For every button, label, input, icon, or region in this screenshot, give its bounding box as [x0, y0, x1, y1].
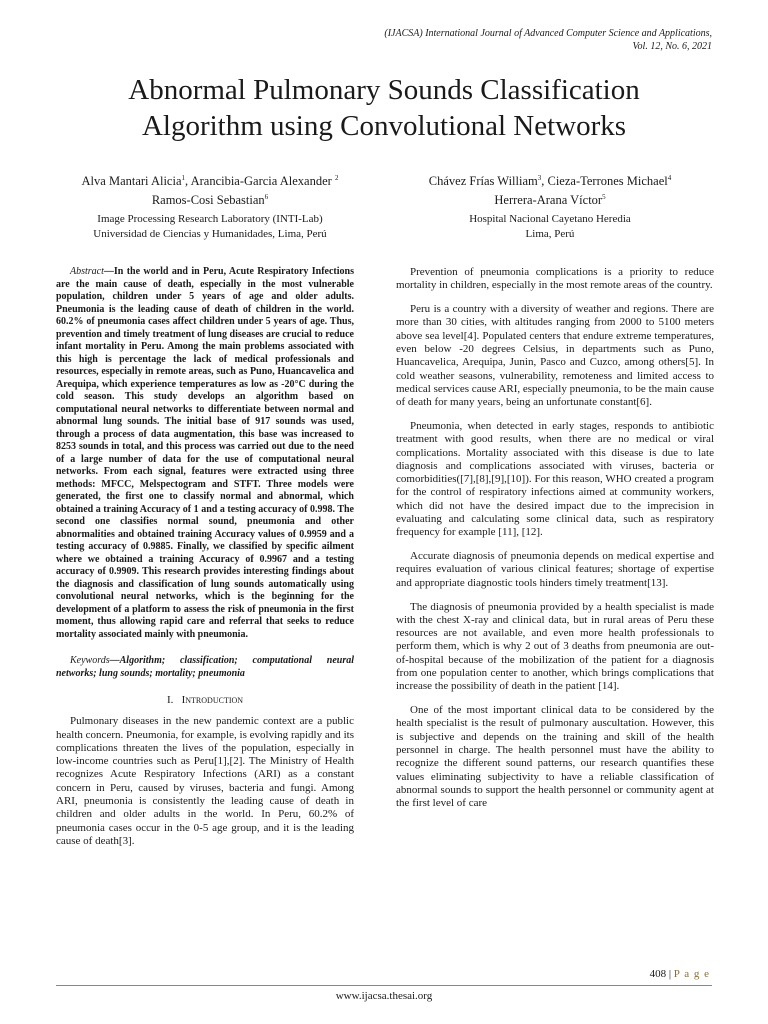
affiliation-line: Hospital Nacional Cayetano Heredia: [469, 213, 631, 226]
footer-divider: [56, 985, 712, 986]
affiliation-line: Universidad de Ciencias y Humanidades, Lima, Perú: [93, 228, 327, 241]
author-name: Alva Mantari Alicia: [81, 174, 182, 189]
abstract-label: Abstract: [70, 266, 104, 277]
author-name: Herrera-Arana Víctor: [494, 193, 603, 208]
footer-url[interactable]: www.ijacsa.thesai.org: [335, 990, 433, 1002]
author-name: , Cieza-Terrones Michael: [541, 174, 668, 189]
author-block-right: [400, 170, 700, 242]
paragraph: One of the most important clinical data to be considered by the health specialist is the result of pulmonary auscultation. However, this is subjective and depends on the training and skill of the health personnel in charge. The health personnel must have the ability to recognize the different sound patterns, our research quantifies these values eliminating subjectivity to have a reliable classification of abnormal sounds to support the health personnel or community agent at the first level of care: [396, 704, 714, 810]
journal-volume: Vol. 12, No. 6, 2021: [632, 41, 712, 52]
paragraph: Pneumonia, when detected in early stages, responds to antibiotic treatment with good results, when there are no medical or viral complications. Mortality associated with this disease is due to late diagnosis and complications associated with viruses, bacteria or comorbidities([7],[8],[9],[10]). For this reason, WHO created a program for the control of respiratory infections aimed at community workers, which did not have the desired impact due to the imprecision in evaluating and calculating some clinical data, such as respiratory frequency for example [11], [12].: [396, 419, 714, 539]
affiliation-right: [400, 212, 700, 242]
left-column: [56, 266, 354, 858]
abstract: [56, 266, 354, 641]
author-names-left: [60, 170, 360, 208]
paragraph: Accurate diagnosis of pneumonia depends on medical expertise and requires evaluation of various clinical features; shortage of expertise and appropriate diagnostic tools hinders timely treatment[13].: [396, 550, 714, 589]
author-name: Chávez Frías William: [428, 174, 538, 189]
author-block-left: [60, 170, 360, 242]
author-name: , Arancibia-Garcia Alexander: [185, 174, 332, 189]
author-sup: 5: [602, 193, 606, 202]
affiliation-line: Image Processing Research Laboratory (INTI-Lab): [97, 213, 323, 226]
keywords-label: Keywords: [70, 655, 110, 666]
author-names-right: [400, 170, 700, 208]
affiliation-left: [60, 212, 360, 242]
author-sup: 6: [264, 193, 269, 202]
author-sup: 1: [181, 174, 186, 182]
journal-header: [384, 27, 712, 53]
title-line-2: Algorithm using Convolutional Networks: [141, 110, 627, 142]
section-heading-introduction: [56, 694, 354, 707]
paragraph: Prevention of pneumonia complications is a priority to reduce mortality in children, especially in the most remote areas of the country.: [396, 266, 714, 292]
abstract-text: —In the world and in Peru, Acute Respiratory Infections are the main cause of death, especially in the most vulnerable population, children under 5 years of age and older adults. Pneumonia is the leading cause of death of children in the world. 60.2% of pneumonia cases affect children under 5 years of age. Thus, prevention and timely treatment of lung diseases are crucial to reduce infant mortality in Peru. Among the main problems associated with this high is percentage the lack of medical professionals and resources, especially in remote areas, such as Puno, Huancavelica and Arequipa, which experience temperatures as low as -20°C during the cold season. This study develops an algorithm based on computational neural networks to differentiate between normal and abnormal lung sounds. The initial base of 917 sounds was used, through a process of data augmentation, this base was increased to 8253 sounds in total, and this process was carried out due to the need of a large number of data for the use of computational neural networks. From each signal, features were extracted using three methods: MFCC, Melspectogram and STFT. Three models were generated, the first one to classify normal and abnormal, which obtained a training Accuracy of 1 and a testing accuracy of 0.998. The second one classifies normal sound, pneumonia and other abnormalities and obtained training Accuracy values of 0.9959 and a testing accuracy of 0.9885. Finally, we classified by specific ailment where we obtained a training Accuracy of 0.9967 and a testing accuracy of 0.9909. This research provides interesting findings about the diagnosis and classification of lung sounds automatically using convolutional neural networks, which is the beginning for the development of a platform to assess the risk of pneumonia in the first moment, thus allowing rapid care and referral that seeks to reduce mortality associated mainly with pneumonia.: [56, 266, 354, 640]
author-sup: 2: [334, 174, 339, 182]
title-line-1: Abnormal Pulmonary Sounds Classification: [128, 74, 640, 106]
page-number: [650, 968, 710, 980]
paragraph: Peru is a country with a diversity of weather and regions. There are more than 30 cities, with altitudes ranging from 2000 to 5100 meters above sea level[4]. Populated centers that endure extreme temperatures, even below -20 degrees Celsius, in departments such as Puno, Huancavelica, Arequipa, Junin, Pasco and Cuzco, among others[5]. In cold weather seasons, vulnerability, remoteness and limited access to medical services cause ARI, especially pneumonia, to be the main cause of death for many years, being an unfortunate constant[6].: [396, 303, 714, 409]
section-title: Introduction: [181, 694, 244, 706]
author-sup: 3: [537, 174, 542, 182]
page-word: P a g e: [673, 968, 710, 980]
author-name: Ramos-Cosi Sebastian: [151, 193, 265, 208]
paper-title: [0, 72, 768, 144]
journal-name: (IJACSA) International Journal of Advanced Computer Science and Applications,: [384, 28, 712, 39]
keywords-text: —Algorithm; classification; computational neural networks; lung sounds; mortality; pneumonia: [56, 655, 354, 679]
page-number-value: 408: [649, 968, 667, 980]
paragraph: The diagnosis of pneumonia provided by a health specialist is made with the chest X-ray and clinical data, but in rural areas of Peru these resources are not available, and even more health professionals to perform them, which is why 2 out of 3 deaths from pneumonia are out-of-hospital because of the mobilization of the patient for a diagnosis from one population center to another, which brings complications that increase the possibility of death in the patient [14].: [396, 600, 714, 693]
keywords: [56, 655, 354, 680]
affiliation-line: Lima, Perú: [525, 228, 575, 241]
paragraph: Pulmonary diseases in the new pandemic context are a public health concern. Pneumonia, for example, is evolving rapidly and its complications threaten the lives of the population, especially in low-income countries such as Peru[1],[2]. The Ministry of Health recognizes Acute Respiratory Infections (ARI) as a constant concern in Peru, caused by viruses, bacteria and fungi. Among ARI, pneumonia is consistently the leading cause of death in children and older adults in the world. In Peru, 60.2% of pneumonia cases occur in the 0-5 age group, and it is the leading cause of death[3].: [56, 715, 354, 847]
page-separator: |: [666, 968, 674, 980]
author-sup: 4: [667, 174, 672, 182]
section-number: I.: [166, 694, 174, 706]
right-column: [396, 266, 714, 821]
